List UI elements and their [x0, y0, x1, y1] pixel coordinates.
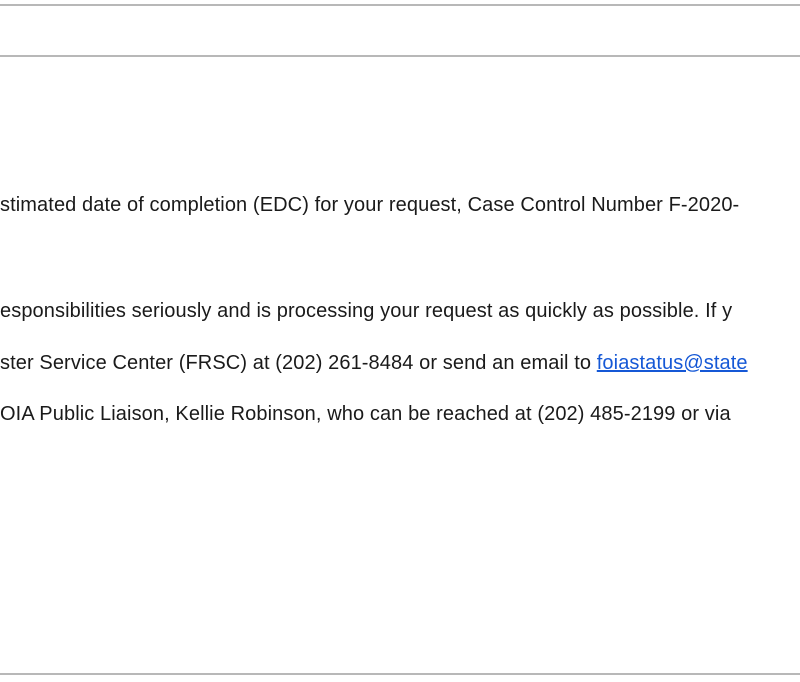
foiastatus-email-link[interactable]: foiastatus@state: [596, 352, 748, 374]
frsc-contact-text: ster Service Center (FRSC) at (202) 261-8484 or send an email to: [0, 352, 597, 374]
bottom-divider: [0, 673, 800, 675]
paragraph-public-liaison: OIA Public Liaison, Kellie Robinson, who can be reached at (202) 485-2199 or via: [0, 403, 731, 425]
paragraph-frsc-contact: [0, 351, 748, 375]
paragraph-responsibilities: esponsibilities seriously and is processing your request as quickly as possible. If y: [0, 300, 733, 322]
paragraph-edc: stimated date of completion (EDC) for your request, Case Control Number F-2020-: [0, 194, 740, 216]
